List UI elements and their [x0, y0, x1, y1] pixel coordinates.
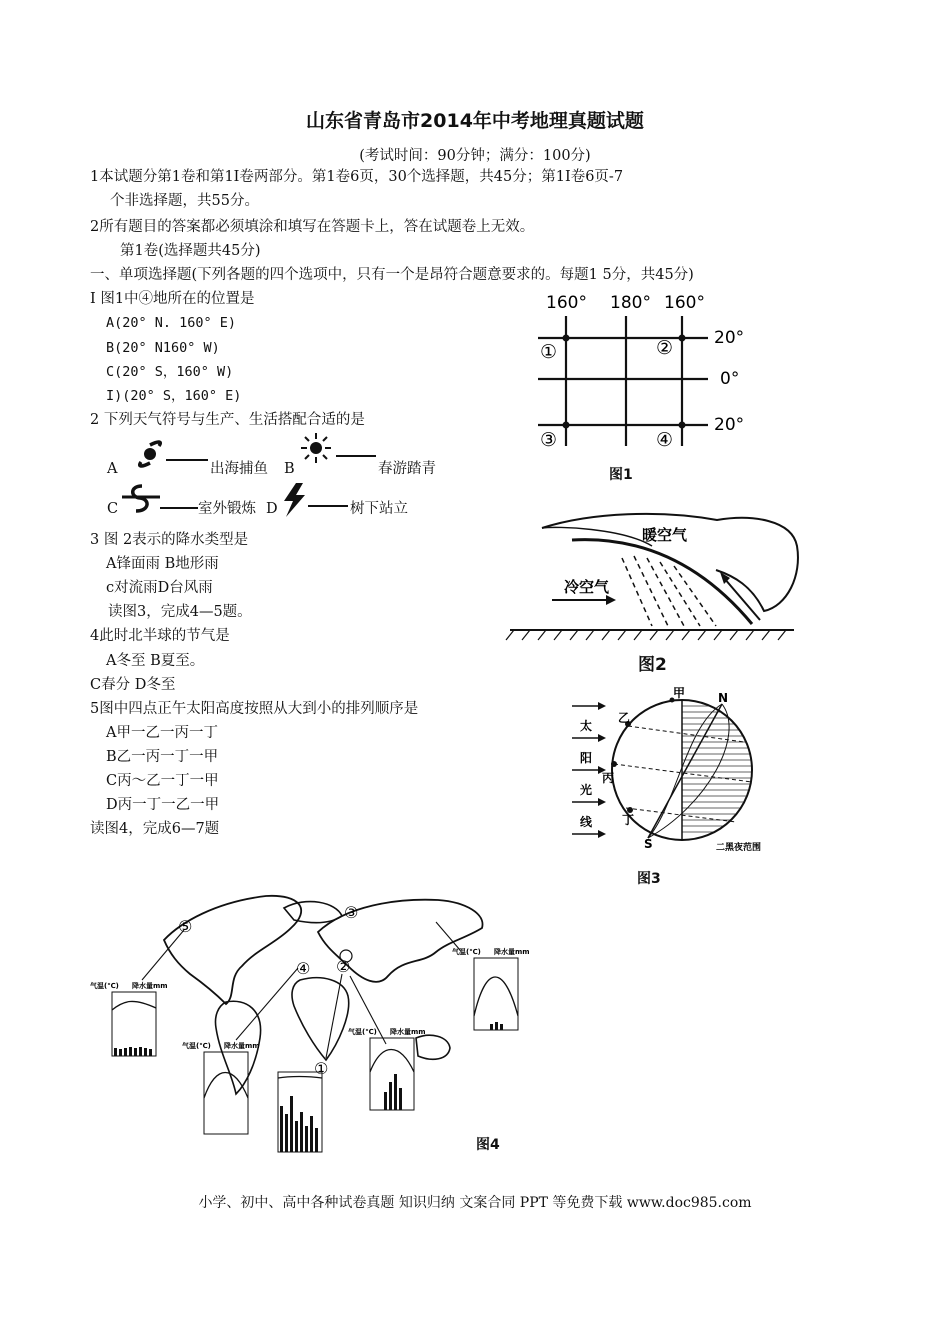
note-1b: 个非选择题，共55分。 — [110, 193, 259, 209]
fig3-legend: 二黑夜范围 — [716, 843, 762, 853]
q2-option-d-text: 树下站立 — [350, 501, 408, 517]
fig3-north: N — [718, 691, 729, 705]
q2-option-b-text: 春游踏青 — [378, 461, 436, 477]
figure-3-globe — [566, 686, 806, 856]
fig3-point-bing: 丙 — [602, 771, 615, 785]
fig4-d-rain-header: 降水量mm — [390, 1028, 426, 1036]
fig1-lon-label-1: 160° — [546, 293, 587, 313]
fig1-point-1: ① — [540, 341, 558, 363]
fig1-lat-label-1: 20° — [714, 328, 745, 348]
fig1-lon-label-2: 180° — [610, 293, 651, 313]
q2-option-c-letter: C — [107, 501, 119, 517]
sandstorm-symbol-icon — [118, 480, 200, 520]
q5-option-d: D丙一丁一乙一甲 — [106, 797, 220, 813]
q1-option-a: A(20° N. 160° E) — [106, 315, 237, 331]
fig4-marker-1: ① — [314, 1059, 329, 1078]
fig4-marker-2: ② — [336, 957, 351, 976]
section-heading: 一、单项选择题(下列各题的四个选项中，只有一个是昂符合题意要求的。每题1 5分，共45分) — [90, 267, 694, 283]
fig4-b-rain-header: 降水量mm — [224, 1042, 260, 1050]
fig1-lat-label-3: 20° — [714, 415, 745, 435]
q3-options-cd: c对流雨D台风雨 — [106, 580, 213, 596]
fig4-marker-5: ⑤ — [178, 917, 193, 936]
q3-options-ab: A锋面雨 B地形雨 — [106, 556, 219, 572]
fig3-caption: 图3 — [637, 871, 661, 887]
q2-option-a-letter: A — [107, 461, 118, 477]
fig3-sun-1: 太 — [580, 719, 593, 733]
figure-4-world-map — [86, 888, 542, 1158]
fig3-point-ding: 丁 — [622, 813, 635, 827]
q2-stem: 2 下列天气符号与生产、生活搭配合适的是 — [90, 412, 365, 428]
footer-text: 小学、初中、高中各种试卷真题 知识归纳 文案合同 PPT 等免费下载 www.doc985.com — [198, 1195, 752, 1211]
fig3-point-yi: 乙 — [618, 711, 631, 725]
fig3-point-jia: 甲 — [673, 686, 686, 700]
q1-stem: I 图1中④地所在的位置是 — [90, 291, 255, 307]
fig2-cold-air-label: 冷空气 — [564, 578, 610, 596]
fig3-south: S — [644, 837, 653, 851]
q1-option-d: I)(20° S，160° E) — [106, 388, 242, 404]
sunny-symbol-icon — [298, 430, 378, 468]
climate-chart-c — [278, 1072, 322, 1152]
fig4-e-rain-header: 降水量mm — [494, 948, 530, 956]
fig3-sun-2: 阳 — [580, 751, 593, 765]
fig1-lat-label-2: 0° — [720, 369, 740, 389]
q3-read-instruction: 读图3，完成4—5题。 — [108, 604, 252, 620]
q5-read-instruction: 读图4，完成6—7题 — [90, 821, 220, 837]
q2-option-a-text: 出海捕鱼 — [210, 461, 268, 477]
climate-chart-e — [452, 947, 530, 1030]
fig1-point-2: ② — [656, 337, 674, 359]
q2-option-b-letter: B — [284, 461, 295, 477]
climate-chart-d — [348, 1027, 426, 1110]
fig4-a-rain-header: 降水量mm — [132, 982, 168, 990]
page-title: 山东省青岛市2014年中考地理真题试题 — [306, 110, 644, 132]
fig4-a-temp-header: 气温(℃) — [90, 982, 119, 990]
fig1-caption: 图1 — [609, 467, 633, 483]
fig4-d-temp-header: 气温(℃) — [348, 1028, 377, 1036]
q4-options-cd: C春分 D冬至 — [90, 677, 176, 693]
fig1-point-4: ④ — [656, 429, 674, 451]
q4-stem: 4此时北半球的节气是 — [90, 628, 230, 644]
figure-1-grid — [530, 286, 770, 486]
fig4-e-temp-header: 气温(℃) — [452, 948, 481, 956]
q5-option-b: B乙一丙一丁一甲 — [106, 749, 219, 765]
fig3-sun-4: 线 — [580, 815, 593, 829]
fig3-sun-3: 光 — [580, 783, 593, 797]
q3-stem: 3 图 2表示的降水类型是 — [90, 532, 249, 548]
climate-chart-a — [90, 981, 168, 1056]
thunderstorm-symbol-icon — [276, 480, 350, 520]
q4-options-ab: A冬至 B夏至。 — [106, 653, 205, 669]
fig2-caption: 图2 — [638, 655, 667, 675]
fig4-marker-4: ④ — [296, 959, 311, 978]
note-2: 2所有题目的答案都必须填涂和填写在答题卡上，答在试题卷上无效。 — [90, 219, 535, 235]
fig4-caption: 图4 — [476, 1137, 500, 1153]
typhoon-symbol-icon — [136, 436, 210, 472]
q5-option-c: C丙～乙一丁一甲 — [106, 773, 219, 789]
exam-info: (考试时间：90分钟；满分：100分) — [359, 148, 591, 164]
volume-heading: 第1卷(选择题共45分) — [120, 243, 261, 259]
fig1-point-3: ③ — [540, 429, 558, 451]
note-1a: 1本试题分第1卷和第1I卷两部分。第1卷6页，30个选择题，共45分；第1I卷6页-7 — [90, 169, 624, 185]
q5-stem: 5图中四点正午太阳高度按照从大到小的排列顺序是 — [90, 701, 419, 717]
q5-option-a: A甲一乙一丙一丁 — [106, 725, 218, 741]
fig2-warm-air-label: 暖空气 — [642, 526, 688, 544]
q2-option-c-text: 室外锻炼 — [198, 501, 256, 517]
fig4-b-temp-header: 气温(℃) — [182, 1042, 211, 1050]
q1-option-b: B(20° N160° W) — [106, 340, 220, 356]
fig4-marker-3: ③ — [344, 903, 359, 922]
q2-option-d-letter: D — [266, 501, 278, 517]
fig1-lon-label-3: 160° — [664, 293, 705, 313]
q1-option-c: C(20° S，160° W) — [106, 364, 234, 380]
climate-chart-b — [182, 1041, 260, 1134]
